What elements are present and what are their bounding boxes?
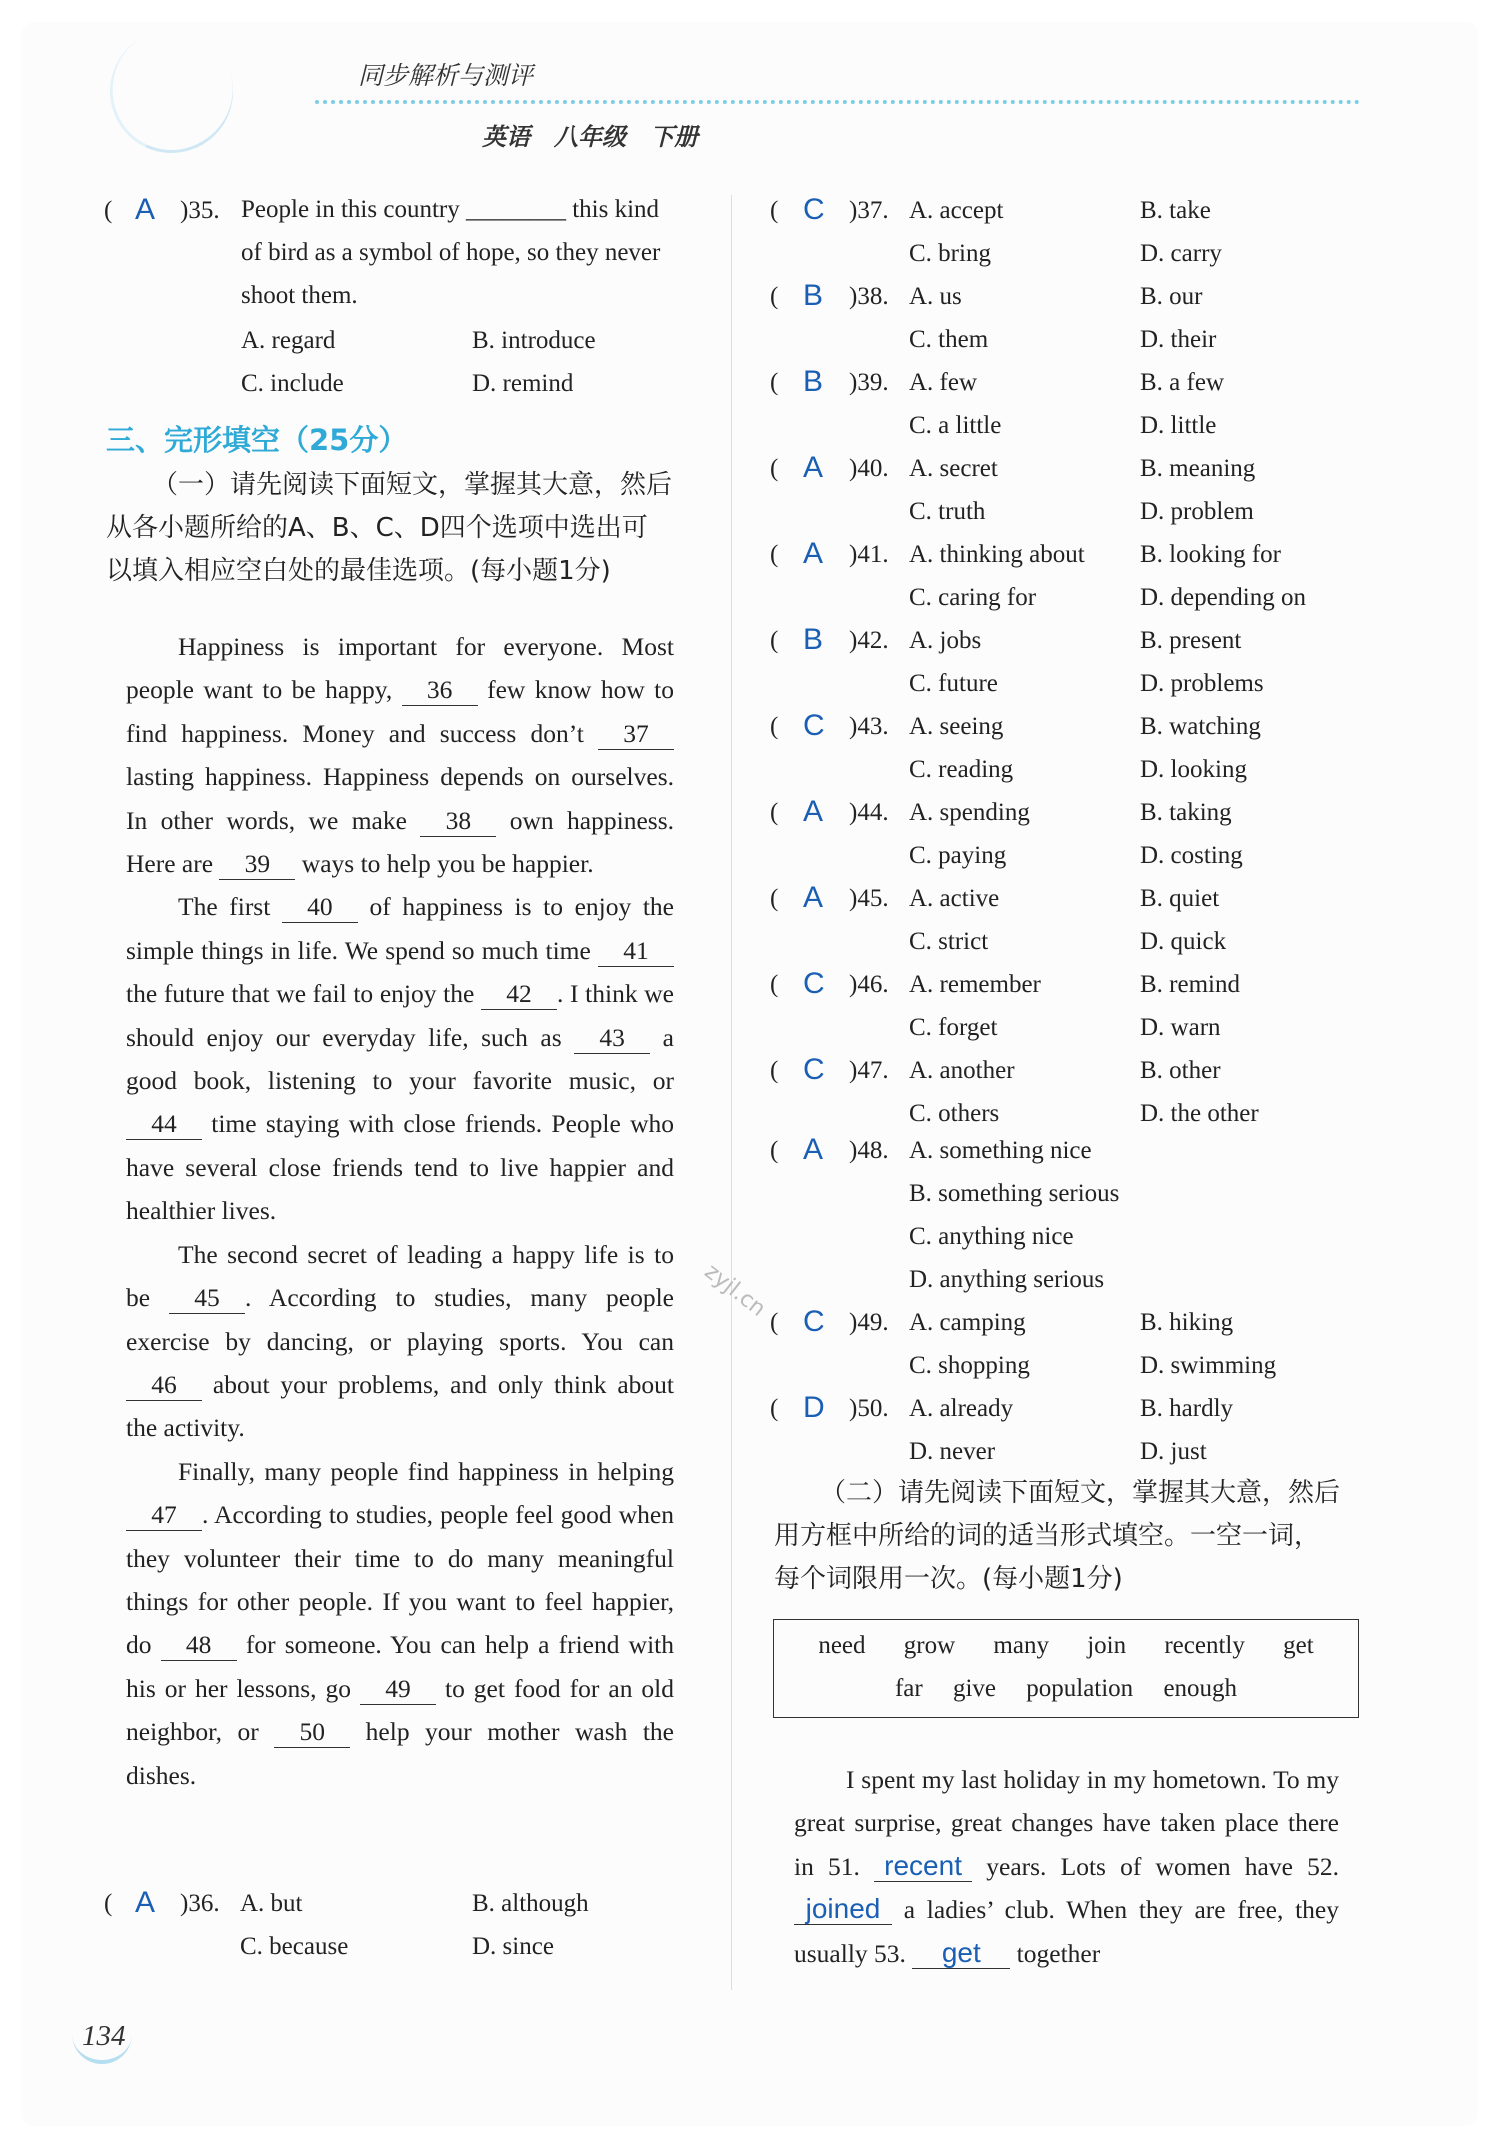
word: far [894,1675,923,1702]
option-c: C. reading [909,756,1014,783]
section-instruction [774,1472,1366,1601]
option-a: A. accept [909,197,1004,224]
watermark: zyjl.cn [699,1259,771,1322]
open-paren: ( [104,1890,113,1917]
answer-49: C [803,1305,825,1338]
paragraph [126,1233,674,1450]
option-b: B. although [472,1890,589,1917]
option-d: D. carry [1140,240,1222,267]
option-d: D. little [1140,412,1217,439]
instruction-line: 每个词限用一次。(每小题1分) [774,1564,1123,1594]
option-c: C. anything nice [909,1223,1074,1250]
option-a: A. another [909,1057,1015,1084]
option-b: B. present [1140,627,1242,654]
question-number: )35. [180,197,220,224]
option-b: B. hardly [1140,1395,1234,1422]
blank-46: 46 [126,1370,202,1401]
paragraph [126,1450,674,1797]
option-a: A. active [909,885,1000,912]
option-b: B. introduce [472,327,596,354]
passage-text: own happiness. Here are [126,805,674,879]
answer-51: recent [874,1851,972,1882]
passage-text: help your mother wash the dishes. [126,1717,674,1790]
option-b: B. meaning [1140,455,1256,482]
option-b: B. other [1140,1057,1221,1084]
option-a: A. remember [909,971,1041,998]
blank-43: 43 [574,1023,650,1054]
question-number: )47. [849,1057,889,1084]
option-b: B. taking [1140,799,1232,826]
option-a: A. few [909,369,978,396]
question-number: )42. [849,627,889,654]
option-b: B. quiet [1140,885,1220,912]
open-paren: ( [770,541,779,568]
fill-in-passage [794,1758,1339,1975]
option-c: C. include [241,370,344,397]
passage-text: about your problems, and only think about the activity. [126,1369,674,1443]
open-paren: ( [770,1395,779,1422]
open-paren: ( [770,283,779,310]
passage-text: Happiness is important for everyone. Most people want to be happy, [126,632,674,705]
option-d: D. costing [1140,842,1243,869]
question-number: )38. [849,283,889,310]
page-number: 134 [82,2020,126,2052]
blank-44: 44 [126,1109,202,1140]
open-paren: ( [104,197,113,224]
word: need [818,1632,866,1659]
blank-45: 45 [169,1283,245,1314]
option-a: A. already [909,1395,1014,1422]
instruction-line: （二）请先阅读下面短文，掌握其大意，然后 [820,1478,1341,1508]
option-b: B. a few [1140,369,1224,396]
option-b: B. hiking [1140,1309,1234,1336]
question-number: )45. [849,885,889,912]
option-c: C. strict [909,928,989,955]
passage-text: The second secret of leading a happy life is to be [126,1239,674,1313]
word-box [773,1619,1359,1718]
cloze-passage [126,625,674,1797]
passage-text: for someone. You can help a friend with his or her lessons, go [126,1630,675,1703]
question-number: )37. [849,197,889,224]
option-d: D. anything serious [909,1266,1105,1293]
passage-text: . According to studies, people feel good when they volunteer their time to do many meaningful things for other people. If you want to feel happier, do [126,1500,674,1660]
answer-52: joined [794,1894,892,1925]
passage-text: ways to help you be happier. [295,849,594,879]
blank-42: 42 [481,979,557,1010]
passage-text: a good book, listening to your favorite music, or [126,1022,675,1096]
passage-text: . According to studies, many people exercise by dancing, or playing sports. You can [126,1283,674,1356]
passage-text: years. Lots of women have 52. [972,1851,1339,1881]
option-a: A. something nice [909,1137,1092,1164]
blank-47: 47 [126,1500,202,1531]
option-c: C. bring [909,240,991,267]
option-c: C. a little [909,412,1002,439]
option-d: D. their [1140,326,1217,353]
option-c: C. because [240,1933,349,1960]
option-d: D. remind [472,370,574,397]
option-c: C. others [909,1100,1000,1127]
word: give [952,1675,996,1702]
book-subtitle: 英语 八年级 下册 [482,123,698,151]
answer-38: B [803,279,824,312]
answer-39: B [803,365,824,398]
word: enough [1163,1675,1238,1702]
answer-50: D [803,1391,825,1424]
option-a: A. spending [909,799,1030,826]
word-row [774,1632,1358,1660]
passage-text: The first [178,892,282,922]
option-a: A. us [909,283,962,310]
question-number: )36. [180,1890,220,1917]
option-c: C. them [909,326,989,353]
open-paren: ( [770,197,779,224]
option-a: A. secret [909,455,998,482]
answer-46: C [803,967,825,1000]
answer-36: A [135,1886,156,1919]
open-paren: ( [770,1137,779,1164]
answer-47: C [803,1053,825,1086]
word: grow [903,1632,956,1659]
question-number: )46. [849,971,889,998]
answer-37: C [803,193,825,226]
option-d: D. since [472,1933,554,1960]
section-heading: 三、完形填空（25分） [106,423,408,457]
option-b: B. remind [1140,971,1240,998]
book-title: 同步解析与测评 [358,61,534,90]
answer-41: A [803,537,824,570]
answer-45: A [803,881,824,914]
answer-53: get [912,1938,1010,1969]
passage-text: of happiness is to enjoy the simple things in life. We spend so much time [126,892,674,965]
option-c: C. forget [909,1014,998,1041]
question-number: )49. [849,1309,889,1336]
open-paren: ( [770,369,779,396]
passage-text: time staying with close friends. People who have several close friends tend to live happier and healthier lives. [126,1109,674,1226]
answer-43: C [803,709,825,742]
passage-text: to get food for an old neighbor, or [126,1673,675,1747]
option-a: A. seeing [909,713,1004,740]
option-b: B. something serious [909,1180,1120,1207]
word: get [1283,1632,1314,1659]
open-paren: ( [770,799,779,826]
option-a: A. jobs [909,627,982,654]
option-a: A. thinking about [909,541,1085,568]
option-a: A. but [240,1890,303,1917]
open-paren: ( [770,713,779,740]
option-b: B. watching [1140,713,1261,740]
open-paren: ( [770,455,779,482]
option-a: A. regard [241,327,336,354]
question-number: )48. [849,1137,889,1164]
option-d: D. the other [1140,1100,1259,1127]
instruction-line: 用方框中所给的词的适当形式填空。一空一词， [774,1521,1321,1551]
word-row [774,1675,1358,1703]
blank-39: 39 [219,849,295,880]
header-divider [315,100,1360,104]
passage-text: I spent my last holiday in my hometown. To my great surprise, great changes have taken place there in 51. [794,1765,1339,1881]
option-c: C. caring for [909,584,1037,611]
passage-text: together [1010,1938,1101,1968]
open-paren: ( [770,1309,779,1336]
question-number: )41. [849,541,889,568]
option-d: D. warn [1140,1014,1221,1041]
option-d: D. quick [1140,928,1227,955]
open-paren: ( [770,627,779,654]
blank-38: 38 [420,806,496,837]
paragraph [126,625,674,885]
option-c: C. truth [909,498,986,525]
passage-text: few know how to find happiness. Money and success don’t [126,675,675,748]
option-d: D. depending on [1140,584,1306,611]
passage-text: Finally, many people find happiness in helping [178,1456,674,1486]
option-c: D. never [909,1438,996,1465]
option-a: A. camping [909,1309,1026,1336]
option-c: C. shopping [909,1352,1030,1379]
instruction-line: （一）请先阅读下面短文，掌握其大意，然后 [152,470,673,500]
option-d: D. problems [1140,670,1264,697]
open-paren: ( [770,1057,779,1084]
option-b: B. looking for [1140,541,1281,568]
question-number: )39. [849,369,889,396]
option-d: D. problem [1140,498,1254,525]
word: recently [1164,1632,1245,1659]
open-paren: ( [770,885,779,912]
stem-line: shoot them. [241,282,358,309]
open-paren: ( [770,971,779,998]
passage-text: a ladies’ club. When they are free, they usually 53. [794,1895,1339,1968]
answer-44: A [803,795,824,828]
option-d: D. swimming [1140,1352,1277,1379]
option-c: C. paying [909,842,1007,869]
question-number: )43. [849,713,889,740]
instruction-line: 从各小题所给的A、B、C、D四个选项中选出可 [106,513,648,543]
passage-text: . I think we should enjoy our everyday life, such as [126,979,674,1052]
answer-40: A [803,451,824,484]
column-divider [731,195,732,1990]
word: population [1026,1675,1134,1702]
answer-48: A [803,1133,824,1166]
answer-35: A [135,193,156,226]
paragraph [126,885,674,1232]
option-d: D. looking [1140,756,1247,783]
option-c: C. future [909,670,998,697]
option-d: D. just [1140,1438,1207,1465]
blank-41: 41 [598,936,674,967]
blank-50: 50 [274,1717,350,1748]
blank-37: 37 [598,719,674,750]
answer-42: B [803,623,824,656]
question-stem [241,188,660,317]
question-number: )50. [849,1395,889,1422]
question-number: )44. [849,799,889,826]
blank-48: 48 [161,1630,237,1661]
blank-49: 49 [360,1674,436,1705]
instruction-line: 以填入相应空白处的最佳选项。(每小题1分) [106,556,611,586]
stem-line: People in this country ________ this kind [241,196,660,223]
blank-36: 36 [402,675,478,706]
word: join [1087,1632,1127,1659]
paragraph [794,1758,1339,1975]
passage-text: lasting happiness. Happiness depends on ourselves. In other words, we make [126,762,674,835]
section-instruction [106,464,698,593]
option-b: B. take [1140,197,1211,224]
blank-40: 40 [282,892,358,923]
stem-line: of bird as a symbol of hope, so they never [241,239,661,266]
word: many [993,1632,1049,1659]
question-number: )40. [849,455,889,482]
option-b: B. our [1140,283,1203,310]
passage-text: the future that we fail to enjoy the [126,979,481,1009]
